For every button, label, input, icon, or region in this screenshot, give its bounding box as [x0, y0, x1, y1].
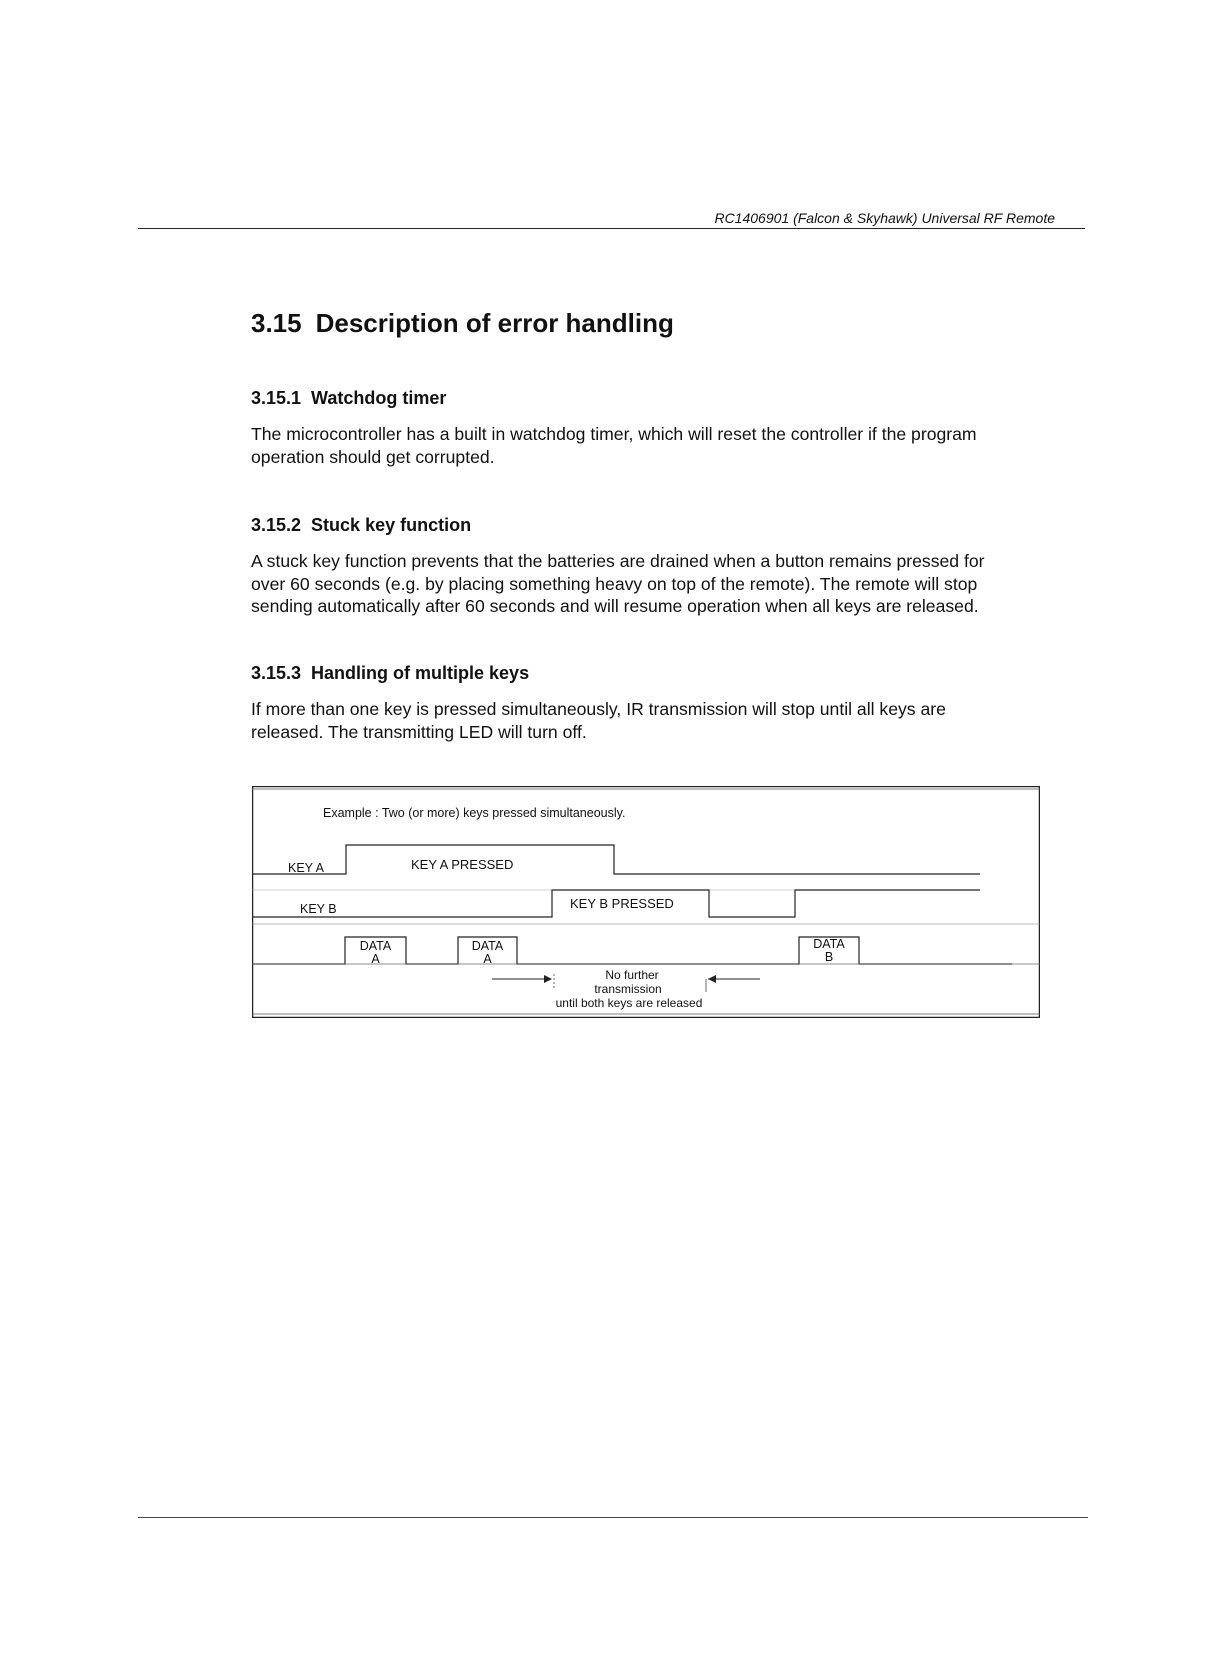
text-line: A stuck key function prevents that the batteries are drained when a button remains pressed for: [251, 551, 985, 571]
timing-diagram: [252, 786, 1040, 1018]
section-heading: [251, 308, 674, 339]
section-title: Description of error handling: [315, 308, 674, 338]
data-b-line1: DATA: [813, 937, 845, 951]
subsection-number: 3.15.3: [251, 663, 302, 683]
data-a-1-line2: A: [371, 952, 380, 966]
subsection-heading-multiple-keys: [251, 663, 529, 684]
key-b-label: KEY B: [300, 902, 337, 916]
data-b-line2: B: [824, 950, 834, 964]
text-line: over 60 seconds (e.g. by placing something heavy on top of the remote). The remote will stop: [251, 573, 978, 594]
subsection-title: Handling of multiple keys: [311, 663, 530, 683]
text-line: sending automatically after 60 seconds and will resume operation when all keys are released.: [251, 596, 979, 616]
timing-diagram-svg: [252, 786, 1040, 1018]
key-a-pressed-label: KEY A PRESSED: [411, 857, 514, 872]
note-line1: No further: [605, 968, 659, 982]
text-line: If more than one key is pressed simultaneously, IR transmission will stop until all keys are: [251, 699, 946, 719]
data-a-2-line1: DATA: [471, 939, 504, 953]
note-line3: until both keys are released: [555, 996, 703, 1010]
data-a-2-line2: A: [483, 952, 492, 966]
key-a-waveform: [252, 845, 980, 874]
header-rule: [138, 228, 1085, 229]
subsection-title: Watchdog timer: [311, 388, 447, 408]
diagram-caption: Example : Two (or more) keys pressed simultaneously.: [323, 806, 626, 820]
subsection-heading-watchdog: [251, 388, 446, 409]
paragraph-stuck-key: [251, 550, 1071, 618]
text-line: The microcontroller has a built in watchdog timer, which will reset the controller if the program: [251, 424, 977, 444]
subsection-heading-stuck-key: [251, 515, 471, 536]
text-line: released. The transmitting LED will turn off.: [251, 721, 587, 742]
paragraph-watchdog: [251, 423, 1071, 468]
subsection-number: 3.15.2: [251, 515, 302, 535]
section-number: 3.15: [251, 308, 302, 338]
data-a-1-line1: DATA: [359, 939, 392, 953]
text-line: operation should get corrupted.: [251, 446, 495, 467]
arrow-left-icon: [708, 975, 716, 983]
running-header: RC1406901 (Falcon & Skyhawk) Universal RF Remote: [714, 210, 1055, 226]
arrow-right-icon: [544, 975, 552, 983]
note-line2: transmission: [594, 982, 662, 996]
paragraph-multiple-keys: [251, 698, 1071, 743]
key-b-pressed-label: KEY B PRESSED: [570, 896, 674, 911]
footer-rule: [138, 1517, 1088, 1518]
key-a-label: KEY A: [288, 861, 324, 875]
subsection-title: Stuck key function: [311, 515, 472, 535]
subsection-number: 3.15.1: [251, 388, 302, 408]
